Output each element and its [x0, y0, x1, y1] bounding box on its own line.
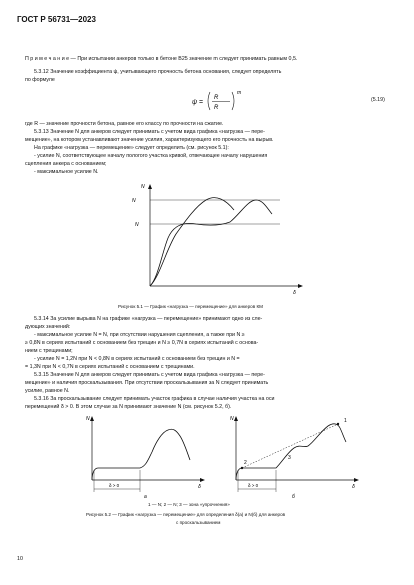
clause-5-3-14-line3: - максимальное усилие N = N, при отсутствии нарушения сцепления, а также при N ≥: [34, 332, 245, 338]
clause-5-3-13-line1: 5.3.13 Значение N для анкеров следует принимать с учетом вида графика «нагрузка — пере-: [34, 129, 265, 135]
formula-exponent: m: [237, 90, 242, 96]
clause-5-3-14-line4: ≥ 0,8N в сериях испытаний с основанием без трещин и N ≥ 0,7N в сериях испытаний с основа-: [25, 340, 259, 346]
fig1-x-arrow: [298, 284, 303, 288]
figure-5-1-caption: Рисунок 5.1 — График «нагрузка — перемещение» для анкеров КМ: [118, 304, 263, 309]
figure-5-2a: [78, 412, 208, 500]
clause-5-3-13-line2: мещение», на котором устанавливают значение усилия, характеризующего его прочность на вырыв.: [25, 137, 274, 143]
formula-numerator: R: [214, 95, 219, 101]
left-paren: [208, 92, 210, 110]
formula-graphic: [190, 88, 270, 114]
clause-5-3-12-line2: по формуле: [25, 77, 55, 83]
fig2b-label-1: 1: [344, 418, 347, 424]
fig2a-x-label: δ: [198, 484, 201, 490]
figure-5-2-caption-line2: с проскальзыванием: [176, 520, 221, 525]
right-paren: [232, 92, 234, 110]
fig1-label-max: N: [132, 198, 136, 204]
fig2a-tag: a: [144, 494, 147, 500]
fig2b-y-label: N: [230, 416, 234, 422]
clause-5-3-13-line3: На графике «нагрузка — перемещение» следует определить (см. рисунок 5.1):: [34, 145, 229, 151]
fig2a-y-label: N: [86, 416, 90, 422]
clause-5-3-16-line1: 5.3.16 За проскальзывание следует принимать участок графика в случае наличия участка на оси: [34, 396, 275, 402]
fig2b-y-arrow: [234, 416, 238, 421]
figure-5-2b: [222, 412, 362, 500]
fig1-label-n1: N: [135, 222, 139, 228]
fig2b-label-3: 3: [288, 455, 291, 461]
fig2b-point-2: [241, 467, 243, 469]
where-line: где R — значение прочности бетона, равное его классу по прочности на сжатие.: [25, 121, 224, 127]
fig2a-y-arrow: [90, 416, 94, 421]
clause-5-3-15-line2: мещение» и наличия проскальзывания. При отсутствии проскальзывания за N следует принимать: [25, 380, 269, 386]
figure-5-1: [130, 178, 310, 298]
clause-5-3-14-line6: - усилие N = 1,2N при N < 0,8N в сериях испытаний с основанием без трещин и N =: [34, 356, 240, 362]
figure-5-2-legend: 1 — N; 2 — N; 3 — зона «упрочнения»: [148, 502, 230, 507]
fig1-y-arrow: [148, 184, 152, 189]
svg-text:=: =: [199, 99, 204, 106]
formula-lhs: ψ: [192, 99, 198, 106]
formula-number: (5.19): [371, 97, 385, 103]
clause-5-3-14-line1: 5.3.14 За усилие вырыва N на графике «нагрузка — перемещение» принимают одно из сле-: [34, 316, 263, 322]
fig2b-tag: б: [292, 494, 295, 500]
clause-5-3-14-line2: дующих значений:: [25, 324, 71, 330]
document-header: ГОСТ Р 56731—2023: [17, 15, 96, 24]
fig1-curve-alt: [150, 198, 234, 286]
fig2b-x-arrow: [354, 478, 359, 482]
fig2a-curve: [92, 429, 190, 480]
fig1-x-label: δ: [293, 290, 296, 296]
figure-5-2-caption-line1: Рисунок 5.2 — График «нагрузка — перемещение» для определения δ(а) и N(б) для анкеров: [86, 512, 286, 517]
fig1-curve-main: [150, 200, 272, 286]
fig2b-curve: [236, 424, 346, 480]
fig2b-x-label: δ: [352, 484, 355, 490]
clause-5-3-14-line5: нием с трещинами;: [25, 348, 73, 354]
clause-5-3-16-line2: перемещений δ > 0. В этом случае за N принимают значение N (см. рисунок 5.2, б).: [25, 404, 232, 410]
formula-denominator: R: [214, 105, 219, 111]
clause-5-3-14-line7: = 1,3N при N < 0,7N в сериях испытаний с основанием с трещинами.: [25, 364, 195, 370]
clause-5-3-15-line3: усилие, равное N.: [25, 388, 70, 394]
clause-5-3-13-line6: - максимальное усилие N.: [34, 169, 99, 175]
clause-5-3-12-line1: 5.3.12 Значение коэффициента ψ, учитывающего прочность бетона основания, следует определять: [34, 69, 282, 75]
clause-5-3-15-line1: 5.3.15 Значение N для анкеров следует принимать с учетом вида графика «нагрузка — пере-: [34, 372, 265, 378]
clause-5-3-13-line5: сцепления анкера с основанием;: [25, 161, 107, 167]
fig2b-dashed-line: [242, 424, 338, 468]
fig2a-span-label: δ > 0: [109, 483, 120, 488]
note-paragraph: П р и м е ч а н и е — При испытании анкеров только в бетоне В25 значение m следует принимать равным 0,5.: [25, 56, 298, 62]
fig2b-label-2: 2: [244, 460, 247, 466]
fig2a-x-arrow: [200, 478, 205, 482]
page-number: 10: [17, 556, 23, 562]
fig2b-point-1: [337, 423, 339, 425]
fig2b-span-label: δ > 0: [248, 483, 259, 488]
clause-5-3-13-line4: - усилие N, соответствующее началу пологого участка кривой, отвечающее началу нарушения: [34, 153, 268, 159]
fig1-y-label: N: [141, 184, 145, 190]
